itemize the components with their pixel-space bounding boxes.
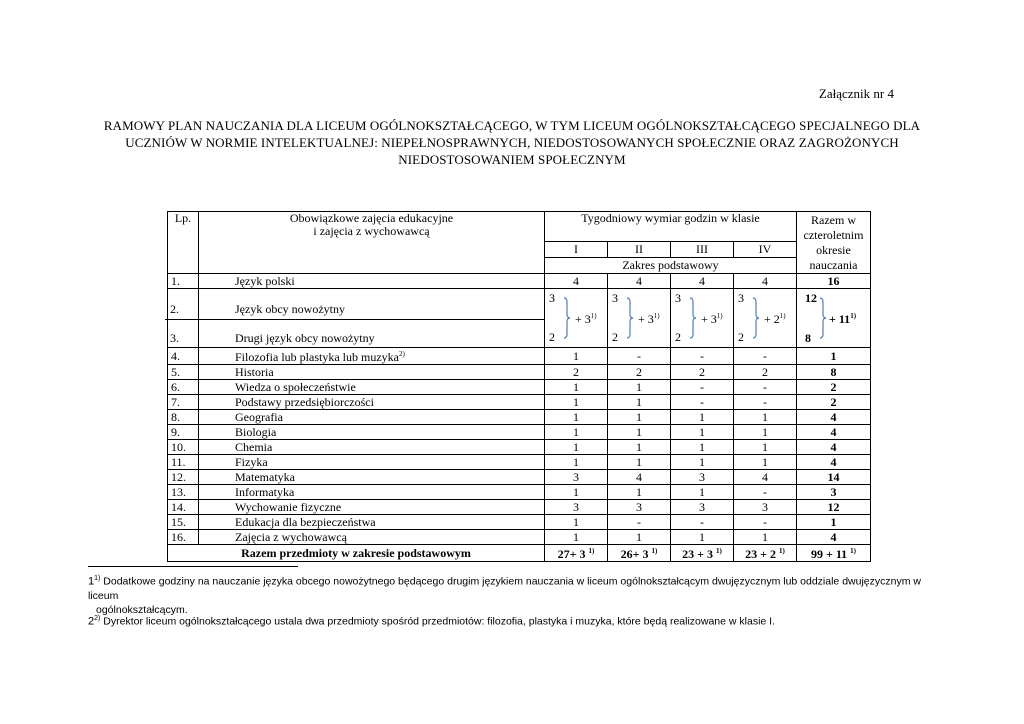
row-subject-text: Historia	[235, 364, 274, 379]
footnote-1-marker: 1)	[94, 575, 101, 582]
language-hours-2	[608, 289, 671, 348]
row-hours-1: 1	[545, 530, 608, 545]
row-subject-text: Informatyka	[235, 484, 295, 499]
row-hours-4: 1	[734, 425, 797, 440]
footnote-ref: 1)	[850, 312, 857, 320]
summary-total-text: 99 + 11	[810, 547, 848, 561]
row-hours-2: 1	[608, 395, 671, 410]
row-hours-3: -	[671, 395, 734, 410]
header-class-3: III	[671, 242, 734, 258]
row-lp: 4.	[168, 348, 199, 365]
document-title	[80, 117, 944, 168]
language-total-top: 12	[805, 291, 817, 305]
row-hours-2: 1	[608, 425, 671, 440]
table-row	[168, 455, 871, 470]
summary-row	[168, 545, 871, 562]
summary-hours-2-text: 26+ 3	[620, 547, 649, 561]
row-hours-2: 1	[608, 455, 671, 470]
summary-hours-4	[734, 545, 797, 562]
row-hours-2: 1	[608, 410, 671, 425]
footnote-ref: 1)	[716, 547, 722, 555]
row-hours-1: 1	[545, 380, 608, 395]
footnote-1	[88, 572, 928, 617]
footnote-1-number: 1	[88, 575, 95, 588]
table-row	[168, 365, 871, 380]
language-hours-2-top: 3	[612, 291, 618, 305]
curriculum-table	[167, 211, 871, 562]
table-row	[168, 395, 871, 410]
row-hours-3: 1	[671, 530, 734, 545]
row-hours-1: 3	[545, 470, 608, 485]
row-subject-text: Chemia	[235, 439, 273, 454]
language-hours-1-top: 3	[549, 291, 555, 305]
header-subject-line-2: i zajęcia z wychowawcą	[313, 224, 430, 238]
row-hours-1: 1	[545, 425, 608, 440]
row-hours-3: -	[671, 348, 734, 365]
title-line-1: RAMOWY PLAN NAUCZANIA DLA LICEUM OGÓLNOKSZTAŁCĄCEGO, W TYM LICEUM OGÓLNOKSZTAŁCĄCEGO SPECJALNEGO DLA	[103, 118, 921, 133]
language-total-extra: + 11	[829, 312, 851, 326]
row-hours-1: 2	[545, 365, 608, 380]
row-hours-1: 1	[545, 395, 608, 410]
language-hours-4	[734, 289, 797, 348]
table-row	[168, 485, 871, 500]
row-subject-text: Edukacja dla bezpieczeństwa	[235, 514, 376, 529]
row-lp: 11.	[168, 455, 199, 470]
row-hours-1: 1	[545, 455, 608, 470]
row-lp: 5.	[168, 365, 199, 380]
row-subject-text: Filozofia lub plastyka lub muzyka	[235, 350, 399, 364]
header-total: Razem w czteroletnim okresie nauczania	[797, 212, 871, 274]
row-total: 12	[797, 500, 871, 515]
row-subject: Język polski	[199, 274, 545, 289]
row-subject	[199, 485, 545, 500]
row-total: 4	[797, 410, 871, 425]
subject-rows	[168, 348, 871, 545]
language-hours-4-top: 3	[738, 291, 744, 305]
summary-hours-1	[545, 545, 608, 562]
row-lp: 10.	[168, 440, 199, 455]
row-subject-text: Matematyka	[235, 469, 295, 484]
table-row	[168, 500, 871, 515]
summary-hours-4-text: 23 + 2	[745, 547, 776, 561]
row-hours-2: 1	[608, 440, 671, 455]
header-subject-line-1: Obowiązkowe zajęcia edukacyjne	[289, 211, 454, 225]
language-hours-1-bottom: 2	[549, 330, 555, 344]
row-hours-1: 4	[545, 274, 608, 289]
row-total: 4	[797, 425, 871, 440]
row-total: 4	[797, 455, 871, 470]
header-subject	[199, 212, 545, 274]
row-hours-4: -	[734, 380, 797, 395]
row-hours-3: 1	[671, 455, 734, 470]
row-subject-text: Fizyka	[235, 454, 268, 469]
footnote-divider	[88, 566, 298, 567]
header-row-1	[168, 212, 871, 242]
header-class-1: I	[545, 242, 608, 258]
row-hours-3: 1	[671, 440, 734, 455]
table-row	[168, 530, 871, 545]
header-weekly: Tygodniowy wymiar godzin w klasie	[545, 212, 797, 242]
row-hours-4: -	[734, 485, 797, 500]
language-hours-1	[545, 289, 608, 348]
language-hours-2-extra: + 3	[638, 312, 654, 326]
row-hours-2: -	[608, 515, 671, 530]
row-hours-2: -	[608, 348, 671, 365]
row-hours-4: -	[734, 348, 797, 365]
row-hours-1: 1	[545, 515, 608, 530]
language-hours-3-bottom: 2	[675, 330, 681, 344]
row-lp: 9.	[168, 425, 199, 440]
row-total: 2	[797, 395, 871, 410]
row-subject	[199, 515, 545, 530]
row-total: 1	[797, 515, 871, 530]
table-row	[168, 348, 871, 365]
row-total: 2	[797, 380, 871, 395]
row-hours-4: 1	[734, 455, 797, 470]
row-hours-3: 4	[671, 274, 734, 289]
row-hours-3: -	[671, 515, 734, 530]
language-subject-2: Drugi język obcy nowożytny	[235, 331, 375, 345]
row-total: 4	[797, 440, 871, 455]
row-subject-text: Zajęcia z wychowawcą	[235, 529, 347, 544]
table-row	[168, 425, 871, 440]
row-hours-2: 4	[608, 274, 671, 289]
row-lp: 7.	[168, 395, 199, 410]
row-subject	[199, 395, 545, 410]
language-hours-4-extra: + 2	[764, 312, 780, 326]
row-hours-4: -	[734, 515, 797, 530]
summary-total	[797, 545, 871, 562]
row-total: 16	[797, 274, 871, 289]
brace-icon	[752, 297, 760, 339]
table-row	[168, 380, 871, 395]
row-hours-3: 1	[671, 410, 734, 425]
annex-label: Załącznik nr 4	[818, 86, 894, 101]
table-row	[168, 470, 871, 485]
row-hours-4: 4	[734, 274, 797, 289]
row-total: 8	[797, 365, 871, 380]
brace-icon	[563, 297, 571, 339]
table-row	[168, 410, 871, 425]
language-hours-2-bottom: 2	[612, 330, 618, 344]
row-hours-3: 1	[671, 485, 734, 500]
row-hours-4: 1	[734, 440, 797, 455]
summary-hours-3	[671, 545, 734, 562]
row-hours-1: 1	[545, 410, 608, 425]
row-subject-text: Biologia	[235, 424, 277, 439]
footnote-1-text: Dodatkowe godziny na nauczanie języka obcego nowożytnego będącego drugim językiem nauczania w liceum ogólnokształcącym dwujęzycznym lub oddziale dwujęzycznym w liceum	[88, 575, 921, 602]
row-subject	[199, 380, 545, 395]
footnote-2	[88, 612, 928, 629]
table-row	[168, 515, 871, 530]
language-total-bottom: 8	[805, 331, 811, 345]
row-subject-text: Wychowanie fizyczne	[235, 499, 342, 514]
row-hours-2: 4	[608, 470, 671, 485]
row-hours-4: 4	[734, 470, 797, 485]
row-subject-text: Geografia	[235, 409, 283, 424]
header-class-4: IV	[734, 242, 797, 258]
title-line-2: UCZNIÓW W NORMIE INTELEKTUALNEJ: NIEPEŁNOSPRAWNYCH, NIEDOSTOSOWANYCH SPOŁECZNIE ORAZ ZAGROŻONYCH	[125, 135, 899, 150]
language-subject-1: Język obcy nowożytny	[235, 302, 345, 316]
row-total: 4	[797, 530, 871, 545]
row-subject	[199, 470, 545, 485]
summary-hours-3-text: 23 + 3	[682, 547, 713, 561]
row-lp: 15.	[168, 515, 199, 530]
row-hours-3: 3	[671, 500, 734, 515]
row-hours-4: 3	[734, 500, 797, 515]
language-hours-1-extra: + 3	[575, 312, 591, 326]
row-total: 3	[797, 485, 871, 500]
header-scope: Zakres podstawowy	[545, 258, 797, 274]
language-hours-4-bottom: 2	[738, 330, 744, 344]
brace-icon	[626, 297, 634, 339]
row-hours-4: 1	[734, 410, 797, 425]
summary-hours-2	[608, 545, 671, 562]
row-lp: 12.	[168, 470, 199, 485]
language-hours-3	[671, 289, 734, 348]
language-lp-1: 2.	[170, 302, 179, 316]
summary-hours-1-text: 27+ 3	[557, 547, 586, 561]
table-row	[168, 274, 871, 289]
footnote-1-text-cont: ogólnokształcącym.	[96, 603, 188, 616]
row-hours-4: 1	[734, 530, 797, 545]
footnote-ref: 1)	[588, 547, 595, 555]
row-hours-1: 1	[545, 485, 608, 500]
language-total	[797, 289, 871, 348]
table-row	[168, 440, 871, 455]
header-lp: Lp.	[168, 212, 199, 274]
footnote-ref: 2)	[398, 350, 405, 358]
row-hours-3: -	[671, 380, 734, 395]
row-hours-1: 3	[545, 500, 608, 515]
row-subject-text: Wiedza o społeczeństwie	[235, 379, 356, 394]
footnote-ref: 1)	[590, 312, 597, 320]
row-total: 1	[797, 348, 871, 365]
footnote-ref: 1)	[779, 547, 785, 555]
language-subject-cell	[199, 289, 545, 348]
language-rows	[168, 289, 871, 348]
row-hours-3: 1	[671, 425, 734, 440]
row-subject	[199, 365, 545, 380]
footnote-2-number: 2	[88, 615, 95, 628]
row-subject	[199, 530, 545, 545]
row-subject-text: Podstawy przedsiębiorczości	[235, 394, 374, 409]
row-subject	[199, 348, 545, 365]
row-hours-1: 1	[545, 440, 608, 455]
summary-label: Razem przedmioty w zakresie podstawowym	[168, 545, 545, 562]
row-hours-1: 1	[545, 348, 608, 365]
row-lp: 1.	[168, 274, 199, 289]
language-hours-3-top: 3	[675, 291, 681, 305]
footnote-ref: 1)	[850, 547, 857, 555]
row-hours-2: 1	[608, 380, 671, 395]
footnote-ref: 1)	[779, 312, 786, 320]
row-hours-2: 3	[608, 500, 671, 515]
header-class-2: II	[608, 242, 671, 258]
row-subject	[199, 455, 545, 470]
footnote-ref: 1)	[651, 547, 658, 555]
row-hours-3: 3	[671, 470, 734, 485]
row-lp: 6.	[168, 380, 199, 395]
language-lp-cell	[168, 289, 199, 348]
language-lp-2: 3.	[170, 331, 179, 345]
row-hours-2: 1	[608, 485, 671, 500]
footnote-ref: 1)	[716, 312, 723, 320]
title-line-3: NIEDOSTOSOWANIEM SPOŁECZNYM	[398, 152, 626, 167]
row-subject	[199, 410, 545, 425]
row-total: 14	[797, 470, 871, 485]
row-lp: 16.	[168, 530, 199, 545]
footnote-2-text: Dyrektor liceum ogólnokształcącego ustala dwa przedmioty spośród przedmiotów: filozofia, plastyka i muzyka, które będą realizowane w klasie I.	[103, 615, 776, 628]
brace-icon	[819, 297, 827, 339]
row-hours-2: 1	[608, 530, 671, 545]
footnote-2-marker: 2)	[94, 615, 101, 622]
language-hours-3-extra: + 3	[701, 312, 717, 326]
row-lp: 14.	[168, 500, 199, 515]
row-subject	[199, 500, 545, 515]
row-lp: 13.	[168, 485, 199, 500]
row-hours-2: 2	[608, 365, 671, 380]
row-hours-4: 2	[734, 365, 797, 380]
row-subject	[199, 425, 545, 440]
row-lp: 8.	[168, 410, 199, 425]
row-subject	[199, 440, 545, 455]
row-hours-4: -	[734, 395, 797, 410]
brace-icon	[689, 297, 697, 339]
row-hours-3: 2	[671, 365, 734, 380]
footnote-ref: 1)	[653, 312, 660, 320]
